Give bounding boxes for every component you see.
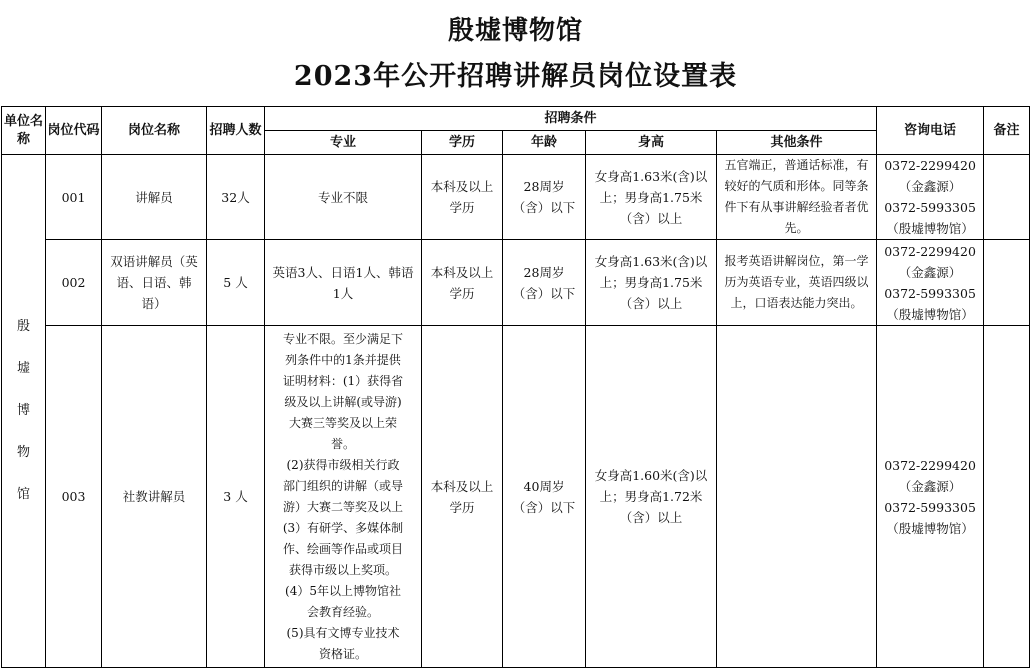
height-requirement: 女身高1.63米(含)以上；男身高1.75米（含）以上 <box>586 155 717 240</box>
age: 40周岁（含）以下 <box>503 326 586 668</box>
post-code: 001 <box>46 155 102 240</box>
header-unit: 单位名称 <box>2 107 46 155</box>
header-conditions: 招聘条件 <box>265 107 877 131</box>
document-title <box>0 0 1031 106</box>
header-count: 招聘人数 <box>207 107 265 155</box>
major: 专业不限。至少满足下 列条件中的1条并提供 证明材料：(1）获得省 级及以上讲解(或导游) 大赛三等奖及以上荣 誉。 (2)获得市级相关行政 部门组织的讲解（或导 游）大赛二等奖及以上 (3）有研学、多媒体制 作、绘画等作品或项目 获得市级以上奖项。 (4）5年以上博物馆社 会教育经验。 (5)具有文博专业技术 资格证。 <box>265 326 422 668</box>
other-conditions: 报考英语讲解岗位，第一学历为英语专业，英语四级以上，口语表达能力突出。 <box>717 240 877 326</box>
major: 英语3人、日语1人、韩语1人 <box>265 240 422 326</box>
height-requirement: 女身高1.63米(含)以上；男身高1.75米（含）以上 <box>586 240 717 326</box>
age: 28周岁（含）以下 <box>503 240 586 326</box>
education: 本科及以上学历 <box>422 240 503 326</box>
header-height: 身高 <box>586 131 717 155</box>
education: 本科及以上学历 <box>422 155 503 240</box>
post-name: 社教讲解员 <box>102 326 207 668</box>
header-other: 其他条件 <box>717 131 877 155</box>
recruit-count: 32人 <box>207 155 265 240</box>
unit-name-cell: 殷 墟 博 物 馆 <box>2 155 46 668</box>
table-row <box>2 155 1030 240</box>
recruit-count: 5 人 <box>207 240 265 326</box>
post-name: 讲解员 <box>102 155 207 240</box>
table-row <box>2 326 1030 668</box>
header-major: 专业 <box>265 131 422 155</box>
recruitment-table <box>1 106 1030 668</box>
header-post-code: 岗位代码 <box>46 107 102 155</box>
header-education: 学历 <box>422 131 503 155</box>
title-table-name: 2023年公开招聘讲解员岗位设置表 <box>293 61 738 92</box>
height-requirement: 女身高1.60米(含)以上；男身高1.72米（含）以上 <box>586 326 717 668</box>
remark <box>984 240 1030 326</box>
header-remark: 备注 <box>984 107 1030 155</box>
header-phone: 咨询电话 <box>877 107 984 155</box>
education: 本科及以上学历 <box>422 326 503 668</box>
remark <box>984 326 1030 668</box>
age: 28周岁（含）以下 <box>503 155 586 240</box>
header-age: 年龄 <box>503 131 586 155</box>
phone-contacts: 0372-2299420 （金鑫源） 0372-5993305 （殷墟博物馆） <box>877 326 984 668</box>
remark <box>984 155 1030 240</box>
post-code: 003 <box>46 326 102 668</box>
header-post-name: 岗位名称 <box>102 107 207 155</box>
title-museum-name: 殷墟博物馆 <box>447 16 583 46</box>
major: 专业不限 <box>265 155 422 240</box>
other-conditions <box>717 326 877 668</box>
post-name: 双语讲解员（英语、日语、韩语） <box>102 240 207 326</box>
phone-contacts: 0372-2299420 （金鑫源） 0372-5993305 （殷墟博物馆） <box>877 155 984 240</box>
recruit-count: 3 人 <box>207 326 265 668</box>
other-conditions: 五官端正，普通话标准，有较好的气质和形体。同等条件下有从事讲解经验者者优先。 <box>717 155 877 240</box>
post-code: 002 <box>46 240 102 326</box>
phone-contacts: 0372-2299420 （金鑫源） 0372-5993305 （殷墟博物馆） <box>877 240 984 326</box>
table-row <box>2 240 1030 326</box>
